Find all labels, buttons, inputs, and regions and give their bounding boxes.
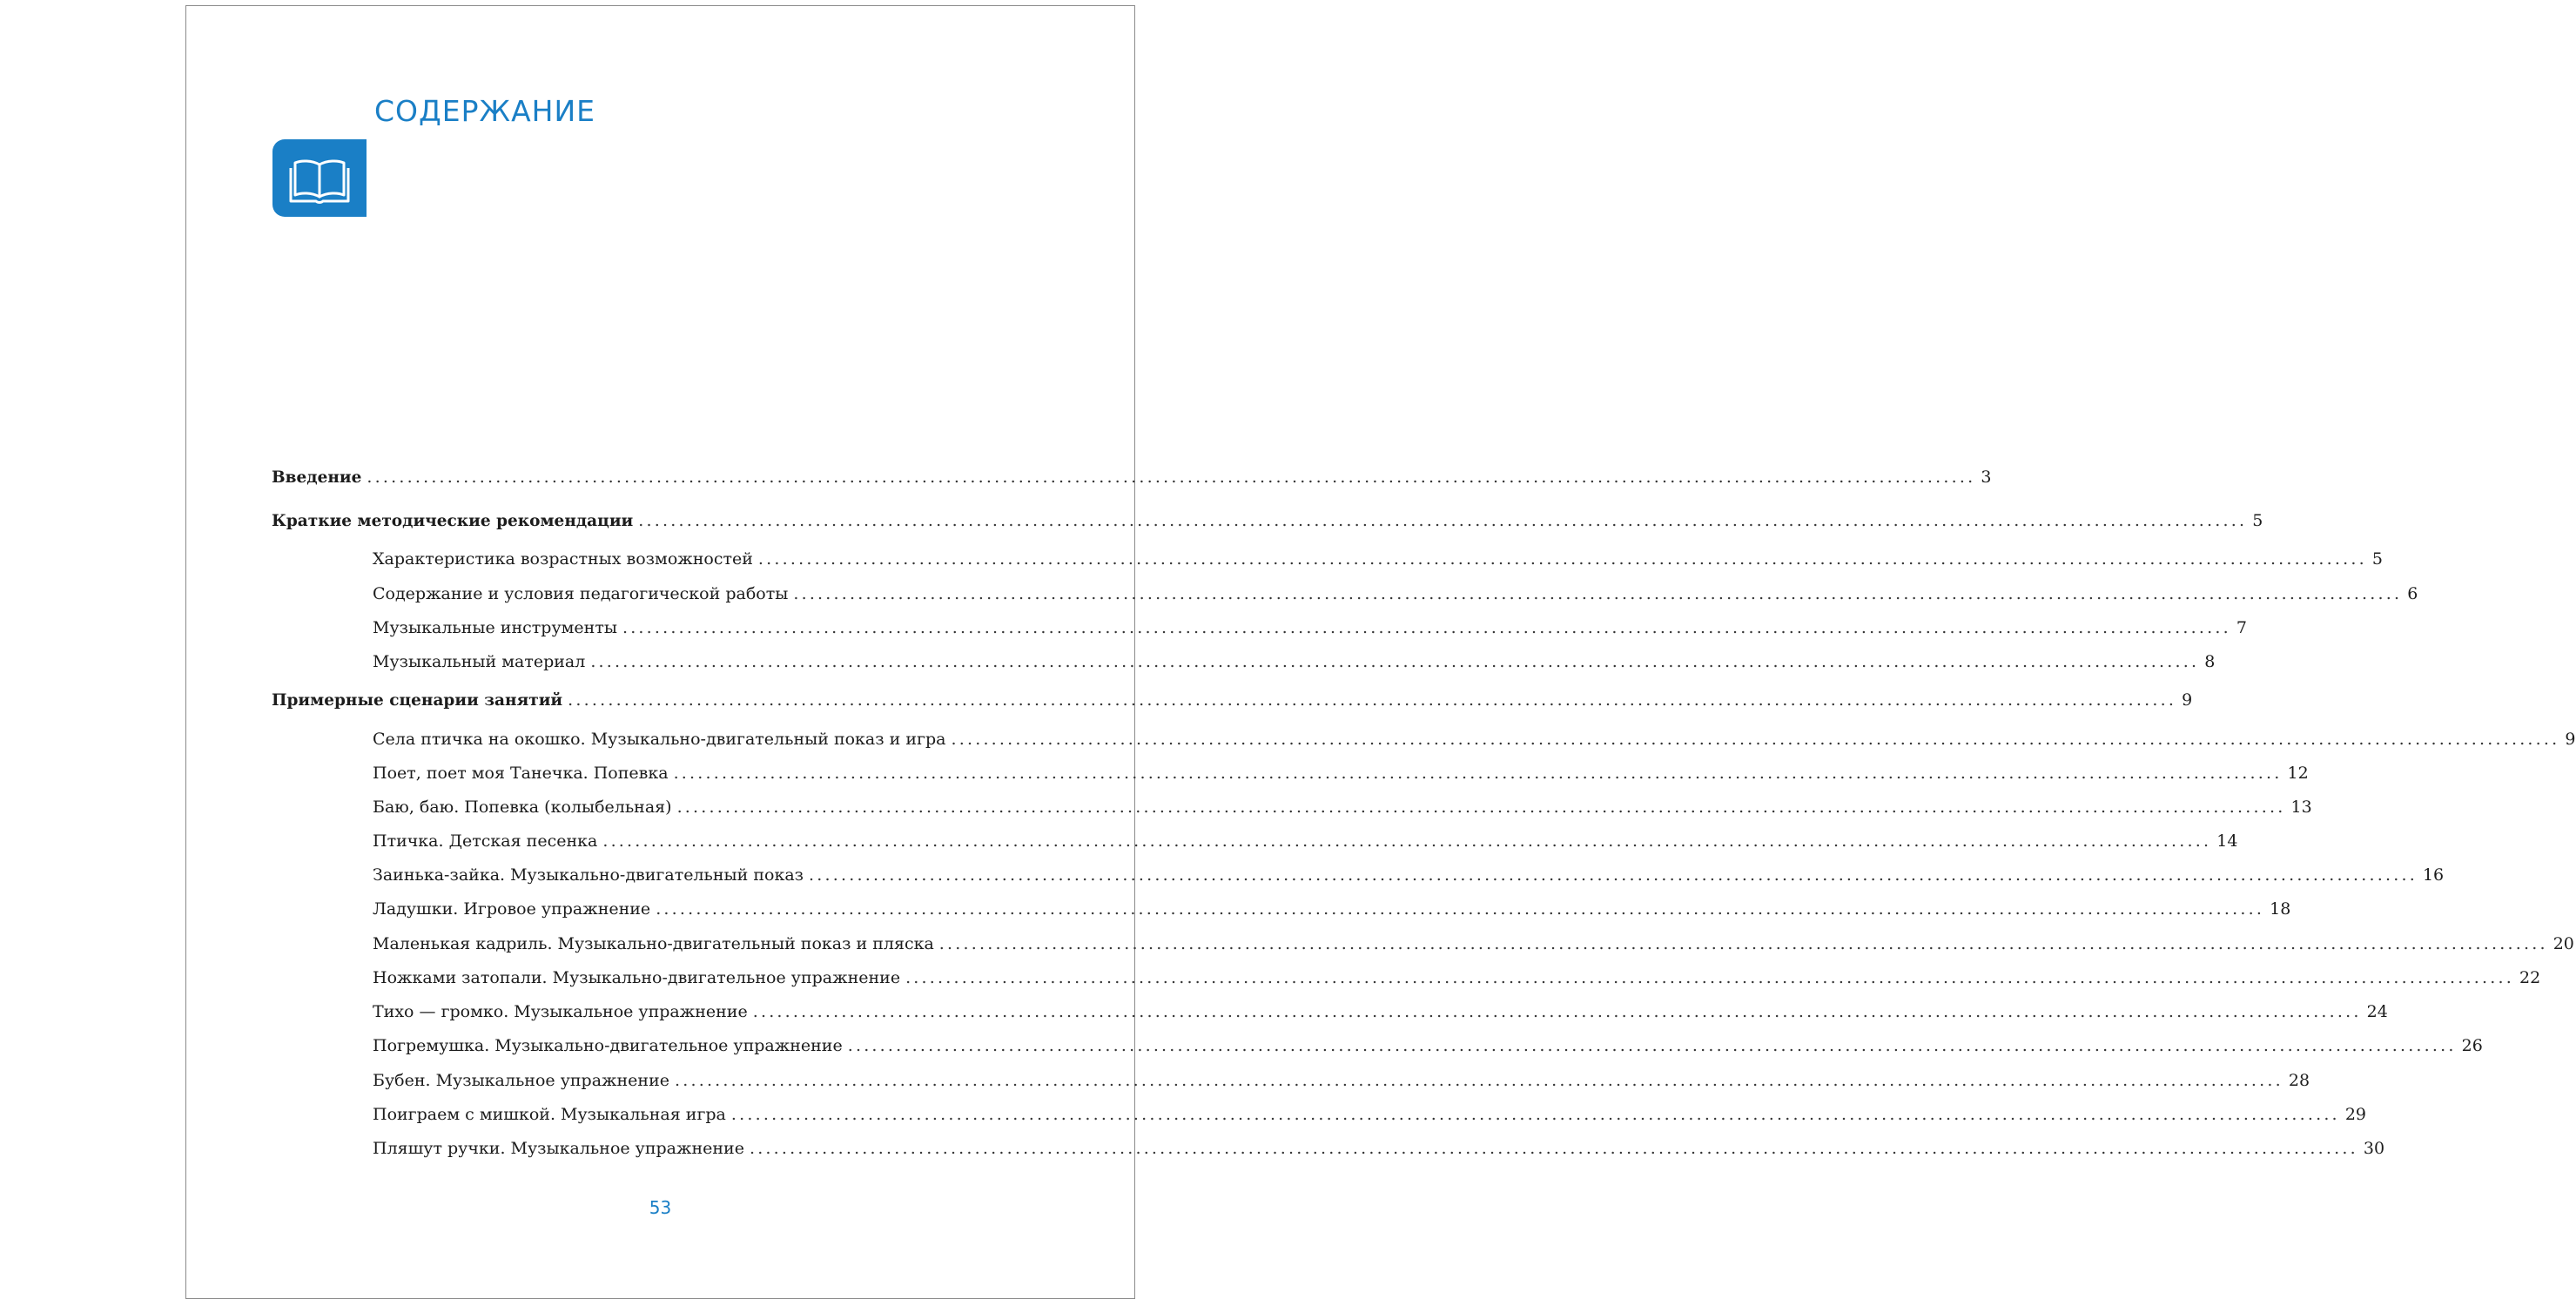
- toc-entry-title: Села птичка на окошко. Музыкально-двигательный показ и игра: [373, 730, 946, 749]
- toc-leader-dots: ........................................................................................................................................................................................................: [590, 652, 2200, 671]
- toc-entry-page: 6: [2407, 584, 2418, 603]
- toc-entry: [373, 549, 2383, 574]
- toc-entry-page: 12: [2287, 764, 2309, 783]
- toc-entry-title: Погремушка. Музыкально-двигательное упражнение: [373, 1036, 843, 1055]
- toc-leader-dots: ........................................................................................................................................................................................................: [809, 865, 2418, 885]
- toc-entry-title: Баю, баю. Попевка (колыбельная): [373, 798, 672, 817]
- page-number: 53: [649, 1197, 672, 1218]
- toc-entry: [373, 1002, 2388, 1027]
- toc-entry-title: Тихо — громко. Музыкальное упражнение: [373, 1002, 748, 1021]
- toc-entry: [373, 865, 2445, 890]
- toc-entry-page: 9: [2565, 730, 2576, 749]
- toc-entry-title: Пляшут ручки. Музыкальное упражнение: [373, 1139, 744, 1158]
- toc-entry-page: 5: [2371, 549, 2383, 569]
- toc-leader-dots: ........................................................................................................................................................................................................: [757, 549, 2367, 569]
- toc-entry-page: 8: [2204, 652, 2216, 671]
- toc-entry-page: 3: [1981, 468, 1992, 487]
- toc-entry: [373, 968, 2541, 993]
- toc-entry-page: 29: [2344, 1105, 2366, 1124]
- toc-leader-dots: ........................................................................................................................................................................................................: [951, 730, 2560, 749]
- toc-leader-dots: ........................................................................................................................................................................................................: [730, 1105, 2340, 1124]
- toc-entry: [272, 468, 1992, 492]
- toc-entry: [373, 764, 2309, 788]
- toc-entry: [373, 652, 2216, 677]
- toc-leader-dots: ........................................................................................................................................................................................................: [656, 899, 2265, 919]
- toc-entry: [373, 1036, 2483, 1060]
- toc-entry-page: 24: [2366, 1002, 2388, 1021]
- toc-leader-dots: ........................................................................................................................................................................................................: [638, 511, 2248, 530]
- toc-leader-dots: ........................................................................................................................................................................................................: [568, 690, 2177, 710]
- document-page: [185, 5, 2576, 1299]
- toc-entry-title: Ножками затопали. Музыкально-двигательное упражнение: [373, 968, 901, 987]
- toc-leader-dots: ........................................................................................................................................................................................................: [905, 968, 2514, 987]
- toc-leader-dots: ........................................................................................................................................................................................................: [793, 584, 2403, 603]
- book-icon-badge: [272, 139, 367, 217]
- toc-entry-page: 14: [2216, 831, 2238, 851]
- toc-entry: [272, 690, 2193, 715]
- toc-entry-page: 18: [2270, 899, 2291, 919]
- toc-entry-page: 22: [2519, 968, 2541, 987]
- toc-leader-dots: ........................................................................................................................................................................................................: [673, 764, 2283, 783]
- toc-entry-title: Заинька-зайка. Музыкально-двигательный показ: [373, 865, 804, 885]
- toc-entry-page: 26: [2461, 1036, 2483, 1055]
- toc-leader-dots: ........................................................................................................................................................................................................: [749, 1139, 2358, 1158]
- toc-entry-page: 7: [2236, 618, 2247, 637]
- toc-entry-page: 5: [2252, 511, 2263, 530]
- toc-entry-title: Маленькая кадриль. Музыкально-двигательный показ и пляска: [373, 934, 934, 953]
- toc-entry-page: 9: [2182, 690, 2193, 710]
- toc-leader-dots: ........................................................................................................................................................................................................: [602, 831, 2212, 851]
- toc-entry-title: Птичка. Детская песенка: [373, 831, 598, 851]
- toc-leader-dots: ........................................................................................................................................................................................................: [674, 1071, 2283, 1090]
- toc-entry-title: Поет, поет моя Танечка. Попевка: [373, 764, 669, 783]
- toc-entry-title: Введение: [272, 468, 362, 487]
- toc-entry-page: 30: [2363, 1139, 2385, 1158]
- toc-leader-dots: ........................................................................................................................................................................................................: [367, 468, 1976, 487]
- toc-entry-title: Примерные сценарии занятий: [272, 691, 563, 710]
- toc-entry-title: Краткие методические рекомендации: [272, 512, 634, 530]
- toc-entry-title: Содержание и условия педагогической работы: [373, 584, 789, 603]
- toc-entry-title: Поиграем с мишкой. Музыкальная игра: [373, 1105, 726, 1124]
- toc-entry: [373, 730, 2576, 754]
- page-title: СОДЕРЖАНИЕ: [374, 94, 596, 128]
- toc-entry: [373, 1139, 2385, 1163]
- toc-entry-title: Ладушки. Игровое упражнение: [373, 899, 651, 919]
- toc-entry: [373, 831, 2238, 856]
- toc-leader-dots: ........................................................................................................................................................................................................: [676, 798, 2286, 817]
- toc-entry-page: 13: [2290, 798, 2312, 817]
- toc-leader-dots: ........................................................................................................................................................................................................: [622, 618, 2231, 637]
- toc-entry: [272, 511, 2263, 535]
- toc-entry: [373, 798, 2312, 822]
- toc-entry-title: Музыкальные инструменты: [373, 618, 617, 637]
- toc-entry-page: 20: [2552, 934, 2574, 953]
- toc-leader-dots: ........................................................................................................................................................................................................: [752, 1002, 2362, 1021]
- toc-leader-dots: ........................................................................................................................................................................................................: [938, 934, 2548, 953]
- toc-entry: [373, 1105, 2366, 1129]
- toc-entry: [373, 899, 2291, 924]
- toc-entry: [373, 1071, 2310, 1095]
- toc-entry-page: 16: [2422, 865, 2445, 885]
- toc-entry: [373, 584, 2418, 609]
- toc-leader-dots: ........................................................................................................................................................................................................: [847, 1036, 2457, 1055]
- toc-entry: [373, 618, 2247, 643]
- toc-entry: [373, 934, 2574, 959]
- toc-entry-title: Музыкальный материал: [373, 652, 586, 671]
- toc-entry-page: 28: [2288, 1071, 2310, 1090]
- toc-entry-title: Бубен. Музыкальное упражнение: [373, 1071, 669, 1090]
- toc-entry-title: Характеристика возрастных возможностей: [373, 549, 753, 569]
